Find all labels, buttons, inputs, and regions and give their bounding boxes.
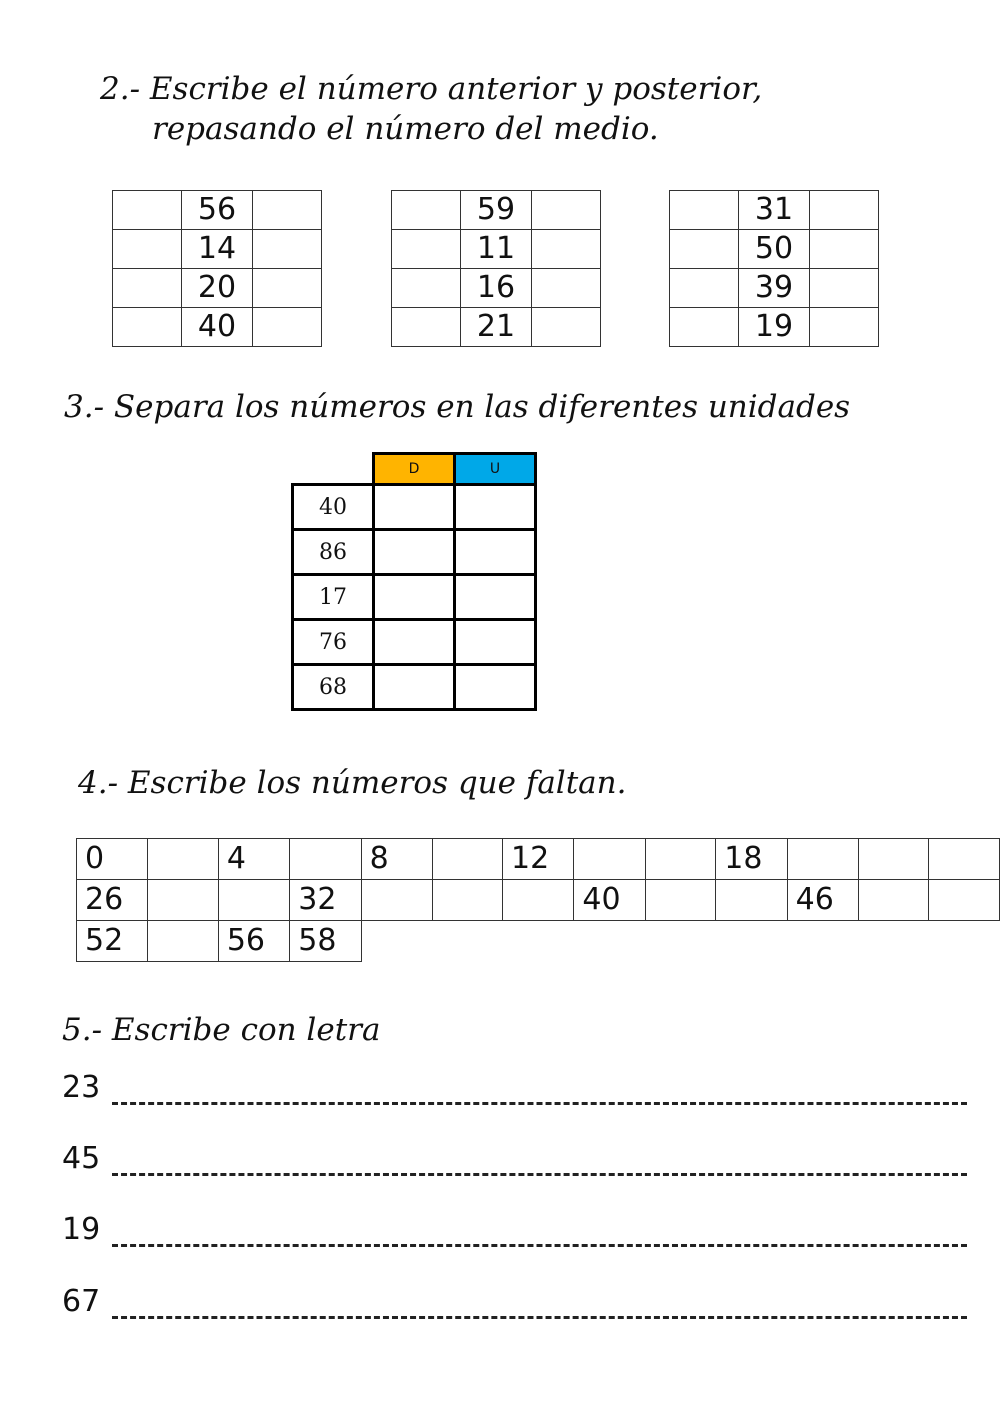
units-blank[interactable]: [455, 575, 536, 620]
writing-line[interactable]: [112, 1244, 967, 1247]
sequence-blank[interactable]: [218, 880, 289, 921]
number-cell: 86: [293, 530, 374, 575]
middle-number: 16: [461, 269, 532, 308]
units-blank[interactable]: [455, 485, 536, 530]
table-row: [77, 921, 1000, 962]
table-row: [113, 269, 322, 308]
middle-number: 56: [182, 191, 253, 230]
number-to-write: 67: [62, 1284, 101, 1319]
exercise-3-title: 3.- Separa los números en las diferentes unidades: [64, 389, 851, 425]
tens-blank[interactable]: [374, 530, 455, 575]
before-blank[interactable]: [113, 230, 182, 269]
tens-blank[interactable]: [374, 575, 455, 620]
after-blank[interactable]: [532, 308, 601, 347]
empty-space: [503, 921, 574, 962]
empty-space: [361, 921, 432, 962]
table-row: [293, 575, 536, 620]
sequence-blank[interactable]: [929, 839, 1000, 880]
table-row: [293, 665, 536, 710]
middle-number: 11: [461, 230, 532, 269]
table-row: [77, 880, 1000, 921]
before-blank[interactable]: [392, 269, 461, 308]
sequence-cell: 18: [716, 839, 787, 880]
before-blank[interactable]: [113, 269, 182, 308]
before-blank[interactable]: [670, 191, 739, 230]
sequence-blank[interactable]: [148, 839, 218, 880]
before-blank[interactable]: [670, 269, 739, 308]
table-row: [293, 485, 536, 530]
tens-blank[interactable]: [374, 485, 455, 530]
sequence-blank[interactable]: [432, 880, 502, 921]
sequence-cell: 8: [361, 839, 432, 880]
number-cell: 68: [293, 665, 374, 710]
middle-number: 19: [739, 308, 810, 347]
before-after-table-2: [391, 190, 601, 347]
after-blank[interactable]: [253, 230, 322, 269]
sequence-blank[interactable]: [859, 839, 929, 880]
sequence-blank[interactable]: [716, 880, 787, 921]
table-row: [293, 530, 536, 575]
sequence-blank[interactable]: [503, 880, 574, 921]
sequence-cell: 26: [77, 880, 148, 921]
empty-space: [859, 921, 929, 962]
empty-space: [574, 921, 645, 962]
exercise-4-title: 4.- Escribe los números que faltan.: [78, 765, 627, 801]
units-blank[interactable]: [455, 620, 536, 665]
middle-number: 31: [739, 191, 810, 230]
number-to-write: 23: [62, 1070, 101, 1105]
units-blank[interactable]: [455, 665, 536, 710]
table-row: [113, 191, 322, 230]
table-row: [670, 269, 879, 308]
tens-units-table: [291, 452, 537, 711]
before-blank[interactable]: [670, 230, 739, 269]
sequence-blank[interactable]: [929, 880, 1000, 921]
exercise-2-title: 2.- Escribe el número anterior y posterior,: [100, 71, 763, 107]
table-row: [113, 230, 322, 269]
after-blank[interactable]: [810, 308, 879, 347]
sequence-cell: 40: [574, 880, 645, 921]
sequence-cell: 12: [503, 839, 574, 880]
before-blank[interactable]: [392, 191, 461, 230]
number-to-write: 45: [62, 1141, 101, 1176]
number-cell: 17: [293, 575, 374, 620]
empty-space: [787, 921, 858, 962]
empty-space: [645, 921, 715, 962]
tens-blank[interactable]: [374, 665, 455, 710]
after-blank[interactable]: [253, 308, 322, 347]
middle-number: 59: [461, 191, 532, 230]
table-row: [670, 230, 879, 269]
exercise-2-subtitle: repasando el número del medio.: [152, 111, 659, 147]
before-blank[interactable]: [392, 308, 461, 347]
middle-number: 50: [739, 230, 810, 269]
number-cell: 76: [293, 620, 374, 665]
middle-number: 39: [739, 269, 810, 308]
units-header: U: [455, 454, 536, 485]
sequence-blank[interactable]: [645, 839, 715, 880]
sequence-blank[interactable]: [361, 880, 432, 921]
table-row: [392, 308, 601, 347]
writing-line[interactable]: [112, 1316, 967, 1319]
middle-number: 20: [182, 269, 253, 308]
table-row: [670, 308, 879, 347]
sequence-blank[interactable]: [859, 880, 929, 921]
table-row: [293, 620, 536, 665]
table-header-row: [293, 454, 536, 485]
table-row: [77, 839, 1000, 880]
units-blank[interactable]: [455, 530, 536, 575]
table-row: [392, 191, 601, 230]
middle-number: 40: [182, 308, 253, 347]
tens-header: D: [374, 454, 455, 485]
sequence-cell: 32: [290, 880, 361, 921]
sequence-blank[interactable]: [574, 839, 645, 880]
after-blank[interactable]: [532, 191, 601, 230]
empty-space: [929, 921, 1000, 962]
table-row: [392, 269, 601, 308]
writing-line[interactable]: [112, 1173, 967, 1176]
after-blank[interactable]: [253, 191, 322, 230]
number-to-write: 19: [62, 1212, 101, 1247]
sequence-blank[interactable]: [148, 880, 218, 921]
exercise-5-title: 5.- Escribe con letra: [62, 1012, 381, 1048]
number-cell: 40: [293, 485, 374, 530]
sequence-cell: 0: [77, 839, 148, 880]
sequence-cell: 56: [218, 921, 289, 962]
number-sequence-grid: [76, 838, 1000, 962]
empty-space: [716, 921, 787, 962]
sequence-blank[interactable]: [148, 921, 218, 962]
before-after-table-3: [669, 190, 879, 347]
before-blank[interactable]: [113, 308, 182, 347]
empty-space: [432, 921, 502, 962]
after-blank[interactable]: [532, 230, 601, 269]
tens-blank[interactable]: [374, 620, 455, 665]
after-blank[interactable]: [810, 269, 879, 308]
before-blank[interactable]: [392, 230, 461, 269]
sequence-blank[interactable]: [432, 839, 502, 880]
sequence-blank[interactable]: [645, 880, 715, 921]
sequence-cell: 4: [218, 839, 289, 880]
before-blank[interactable]: [113, 191, 182, 230]
sequence-cell: 52: [77, 921, 148, 962]
after-blank[interactable]: [532, 269, 601, 308]
sequence-cell: 58: [290, 921, 361, 962]
before-blank[interactable]: [670, 308, 739, 347]
sequence-blank[interactable]: [290, 839, 361, 880]
middle-number: 21: [461, 308, 532, 347]
after-blank[interactable]: [253, 269, 322, 308]
table-row: [392, 230, 601, 269]
table-row: [113, 308, 322, 347]
table-row: [670, 191, 879, 230]
middle-number: 14: [182, 230, 253, 269]
corner-cell: [293, 454, 374, 485]
after-blank[interactable]: [810, 191, 879, 230]
sequence-cell: 46: [787, 880, 858, 921]
sequence-blank[interactable]: [787, 839, 858, 880]
writing-line[interactable]: [112, 1102, 967, 1105]
before-after-table-1: [112, 190, 322, 347]
after-blank[interactable]: [810, 230, 879, 269]
